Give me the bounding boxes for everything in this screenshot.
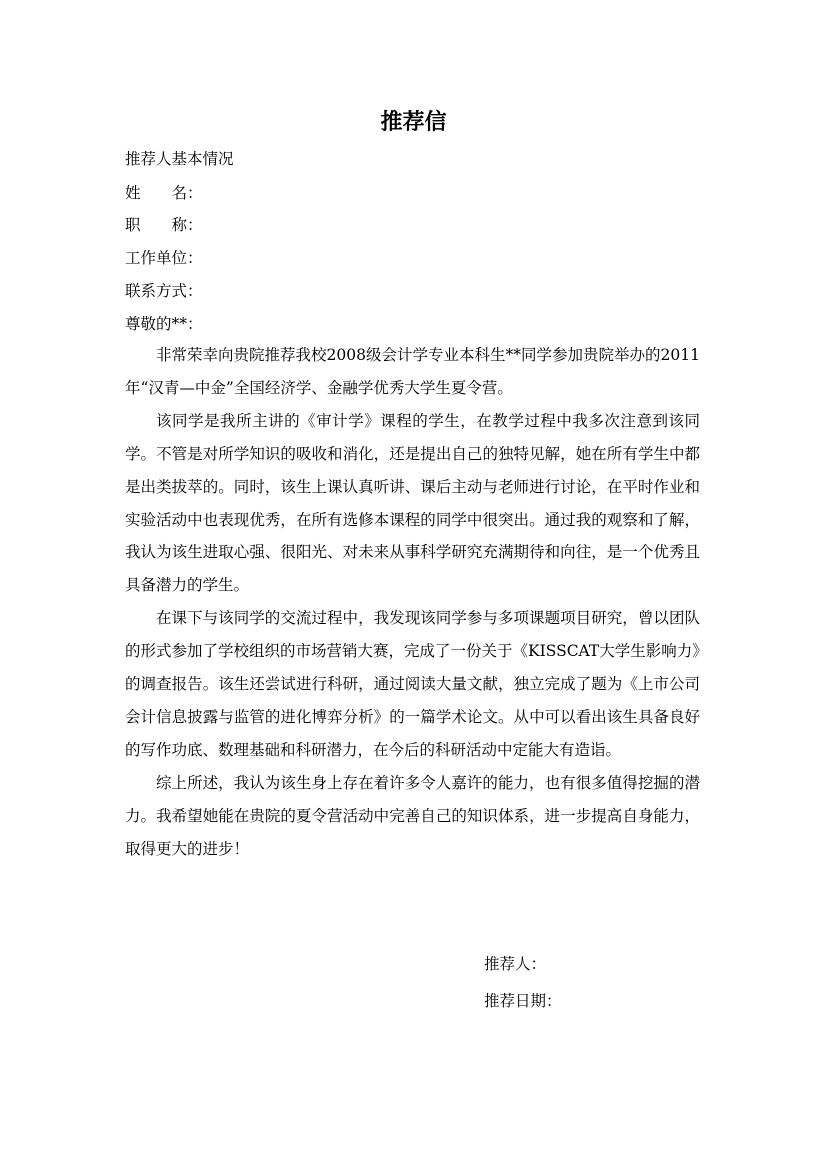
title-field-row bbox=[125, 214, 725, 236]
page-title: 推荐信 bbox=[380, 109, 447, 135]
workplace-label: 工作单位： bbox=[125, 249, 203, 267]
name-label bbox=[125, 182, 187, 204]
recommender-signature-label: 推荐人： bbox=[484, 955, 547, 973]
body-paragraph-4: 综上所述，我认为该生身上存在着许多令人嘉许的能力，也有很多值得挖掘的潜力。我希望她能在贵院的夏令营活动中完善自己的知识体系，进一步提高自身能力，取得更大的进步！ bbox=[125, 773, 700, 858]
body-paragraph-2: 该同学是我所主讲的《审计学》课程的学生，在教学过程中我多次注意到该同学。不管是对所学知识的吸收和消化，还是提出自己的独特见解，她在所有学生中都是出类拔萃的。同时，该生上课认真听讲、课后主动与老师进行讨论，在平时作业和实验活动中也表现优秀，在所有选修本课程的同学中很突出。通过我的观察和了解，我认为该生进取心强、很阳光、对未来从事科学研究充满期待和向往，是一个优秀且具备潜力的学生。 bbox=[125, 411, 700, 595]
title-label-char-1: 职 bbox=[125, 216, 172, 234]
salutation: 尊敬的**： bbox=[125, 315, 203, 333]
name-label-char-1: 姓 bbox=[125, 184, 172, 202]
title-label bbox=[125, 214, 187, 236]
title-label-char-2: 称 bbox=[171, 216, 187, 234]
name-field-row bbox=[125, 182, 725, 204]
body-paragraph-3: 在课下与该同学的交流过程中，我发现该同学参与多项课题项目研究，曾以团队的形式参加了学校组织的市场营销大赛，完成了一份关于《KISSCAT大学生影响力》的调查报告。该生还尝试进行科研，通过阅读大量文献，独立完成了题为《上市公司会计信息披露与监管的进化博弈分析》的一篇学术论文。从中可以看出该生具备良好的写作功底、数理基础和科研潜力，在今后的科研活动中定能大有造诣。 bbox=[125, 609, 700, 759]
recommendation-date-label: 推荐日期： bbox=[484, 992, 562, 1010]
name-label-colon: ： bbox=[187, 184, 203, 202]
body-paragraph-1: 非常荣幸向贵院推荐我校2008级会计学专业本科生**同学参加贵院举办的2011年“汉青—中金”全国经济学、金融学优秀大学生夏令营。 bbox=[125, 346, 700, 397]
name-label-char-2: 名 bbox=[171, 184, 187, 202]
contact-label: 联系方式： bbox=[125, 282, 203, 300]
letter-body bbox=[125, 339, 700, 866]
title-label-colon: ： bbox=[187, 216, 203, 234]
recommender-info-heading: 推荐人基本情况 bbox=[125, 150, 234, 168]
